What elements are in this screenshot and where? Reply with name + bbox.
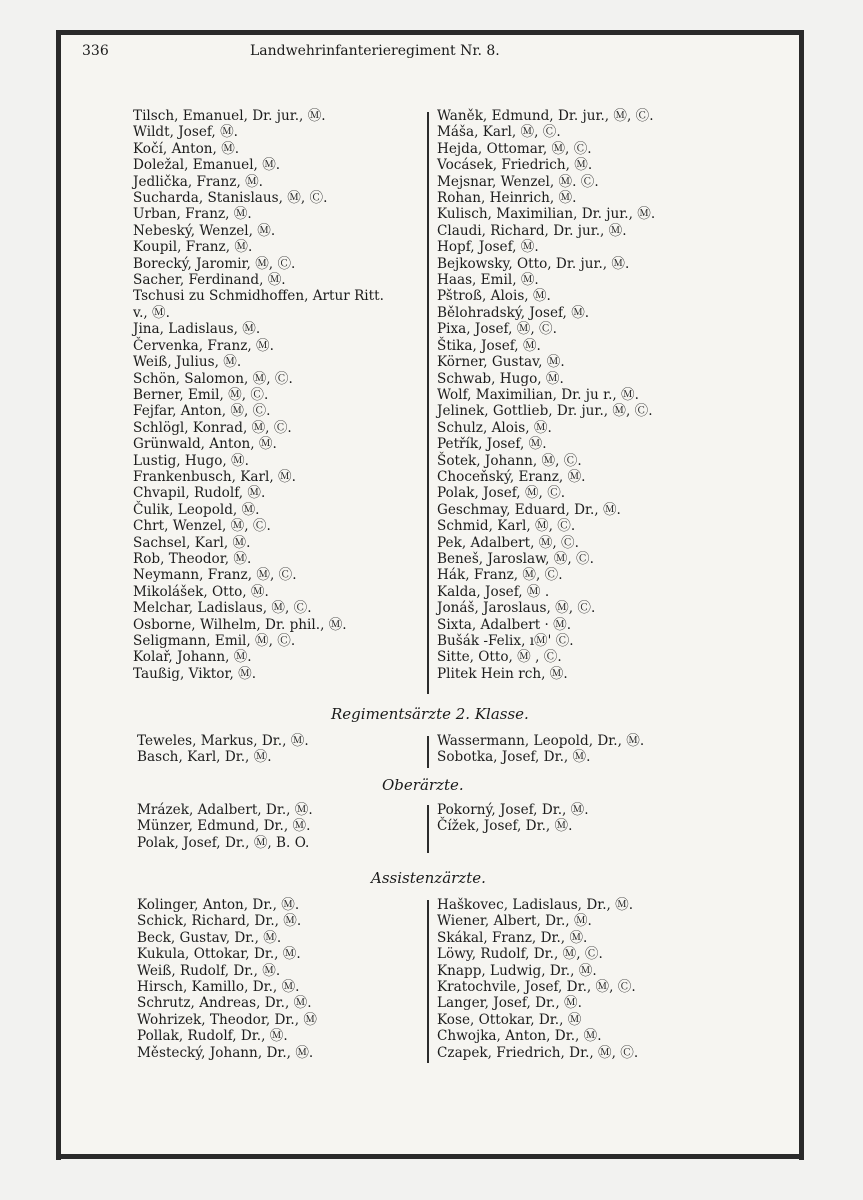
roster-entry: Frankenbusch, Karl, Ⓜ. xyxy=(133,468,296,485)
roster-entry: Jonáš, Jaroslaus, Ⓜ, Ⓒ. xyxy=(437,600,596,617)
roster-entry: Kolinger, Anton, Dr., Ⓜ. xyxy=(137,897,300,913)
roster-entry: Čížek, Josef, Dr., Ⓜ. xyxy=(437,818,573,835)
roster-entry: Kulisch, Maximilian, Dr. jur., Ⓜ. xyxy=(437,206,656,223)
roster-entry: Sixta, Adalbert · Ⓜ. xyxy=(437,616,572,633)
roster-entry: Schön, Salomon, Ⓜ, Ⓒ. xyxy=(133,370,293,387)
roster-entry: Tschusi zu Schmidhoffen, Artur Ritt. xyxy=(133,288,384,305)
roster-entry: Grünwald, Anton, Ⓜ. xyxy=(133,436,277,453)
roster-entry: Polak, Josef, Ⓜ, Ⓒ. xyxy=(437,485,566,502)
roster-entry: Haas, Emil, Ⓜ. xyxy=(437,272,539,289)
roster-entry: Mejsnar, Wenzel, Ⓜ. Ⓒ. xyxy=(437,173,599,190)
roster-entry: Jelinek, Gottlieb, Dr. jur., Ⓜ, Ⓒ. xyxy=(437,403,653,420)
roster-entry: Koupil, Franz, Ⓜ. xyxy=(133,239,253,256)
roster-entry: Mikolášek, Otto, Ⓜ. xyxy=(133,583,269,600)
roster-entry: Wolf, Maximilian, Dr. ju r., Ⓜ. xyxy=(437,386,639,403)
roster-entry: Vocásek, Friedrich, Ⓜ. xyxy=(437,157,593,174)
roster-entry: Lustig, Hugo, Ⓜ. xyxy=(133,452,249,469)
roster-entry: Tilsch, Emanuel, Dr. jur., Ⓜ. xyxy=(133,108,326,124)
oberaerzte-divider xyxy=(427,805,429,853)
oberaerzte-right-column xyxy=(437,802,589,835)
section-heading-oberaerzte: Oberärzte. xyxy=(382,776,464,794)
roster-entry: Beneš, Jaroslaw, Ⓜ, Ⓒ. xyxy=(437,550,594,567)
page-number: 336 xyxy=(82,43,109,59)
roster-entry: Osborne, Wilhelm, Dr. phil., Ⓜ. xyxy=(133,616,347,633)
roster-entry: Plitek Hein rch, Ⓜ. xyxy=(437,665,568,682)
roster-entry: Mrázek, Adalbert, Dr., Ⓜ. xyxy=(137,802,313,818)
roster-entry: Kratochvile, Josef, Dr., Ⓜ, Ⓒ. xyxy=(437,979,636,996)
roster-entry: Bušák -Felix, ıⓂ' Ⓒ. xyxy=(437,633,574,649)
roster-entry: Máša, Karl, Ⓜ, Ⓒ. xyxy=(437,124,561,141)
roster-entry: Berner, Emil, Ⓜ, Ⓒ. xyxy=(133,386,269,403)
roster-entry: Geschmay, Eduard, Dr., Ⓜ. xyxy=(437,501,621,518)
roster-entry: Rohan, Heinrich, Ⓜ. xyxy=(437,190,577,207)
roster-entry: Hopf, Josef, Ⓜ. xyxy=(437,239,539,256)
roster-entry: Doležal, Emanuel, Ⓜ. xyxy=(133,157,281,174)
roster-entry: Bělohradský, Josef, Ⓜ. xyxy=(437,304,590,321)
roster-entry: Chvapil, Rudolf, Ⓜ. xyxy=(133,485,266,502)
assistenzaerzte-right-column xyxy=(437,897,638,1061)
roster-entry: Choceňský, Eranz, Ⓜ. xyxy=(437,468,586,485)
roster-entry: Schrutz, Andreas, Dr., Ⓜ. xyxy=(137,995,312,1012)
roster-entry: Löwy, Rudolf, Dr., Ⓜ, Ⓒ. xyxy=(437,946,603,963)
main-column-divider xyxy=(427,112,429,694)
roster-entry: Waněk, Edmund, Dr. jur., Ⓜ, Ⓒ. xyxy=(437,108,654,124)
roster-entry: v., Ⓜ. xyxy=(133,304,170,321)
roster-entry: Beck, Gustav, Dr., Ⓜ. xyxy=(137,929,282,946)
main-list-left-column xyxy=(133,108,384,682)
roster-entry: Kukula, Ottokar, Dr., Ⓜ. xyxy=(137,946,301,963)
roster-entry: Kalda, Josef, Ⓜ . xyxy=(437,583,550,600)
roster-entry: Melchar, Ladislaus, Ⓜ, Ⓒ. xyxy=(133,600,312,617)
assistenzaerzte-divider xyxy=(427,900,429,1063)
roster-entry: Seligmann, Emil, Ⓜ, Ⓒ. xyxy=(133,633,296,649)
roster-entry: Hák, Franz, Ⓜ, Ⓒ. xyxy=(437,567,563,584)
oberaerzte-left-column xyxy=(137,802,313,851)
page-border-right xyxy=(799,30,804,1160)
running-head: Landwehrinfanterieregiment Nr. 8. xyxy=(250,43,500,59)
roster-entry: Štika, Josef, Ⓜ. xyxy=(437,337,541,354)
roster-entry: Claudi, Richard, Dr. jur., Ⓜ. xyxy=(437,222,627,239)
roster-entry: Sobotka, Josef, Dr., Ⓜ. xyxy=(437,749,591,766)
roster-entry: Schmid, Karl, Ⓜ, Ⓒ. xyxy=(437,518,576,535)
roster-entry: Urban, Franz, Ⓜ. xyxy=(133,206,252,223)
roster-entry: Pixa, Josef, Ⓜ, Ⓒ. xyxy=(437,321,557,338)
main-list-right-column xyxy=(437,108,655,682)
roster-entry: Chrt, Wenzel, Ⓜ, Ⓒ. xyxy=(133,518,271,535)
assistenzaerzte-left-column xyxy=(137,897,317,1061)
roster-entry: Nebeský, Wenzel, Ⓜ. xyxy=(133,222,276,239)
roster-entry: Kolař, Johann, Ⓜ. xyxy=(133,649,252,666)
roster-entry: Sachsel, Karl, Ⓜ. xyxy=(133,534,251,551)
roster-entry: Weiß, Julius, Ⓜ. xyxy=(133,354,242,371)
roster-entry: Petřík, Josef, Ⓜ. xyxy=(437,436,547,453)
roster-entry: Městecký, Johann, Dr., Ⓜ. xyxy=(137,1044,314,1061)
roster-entry: Pokorný, Josef, Dr., Ⓜ. xyxy=(437,802,589,818)
roster-entry: Teweles, Markus, Dr., Ⓜ. xyxy=(137,733,309,749)
roster-entry: Čulik, Leopold, Ⓜ. xyxy=(133,501,260,518)
roster-entry: Wildt, Josef, Ⓜ. xyxy=(133,124,238,141)
roster-entry: Pštroß, Alois, Ⓜ. xyxy=(437,288,551,305)
roster-entry: Sitte, Otto, Ⓜ , Ⓒ. xyxy=(437,649,562,666)
roster-entry: Wiener, Albert, Dr., Ⓜ. xyxy=(437,913,592,930)
roster-entry: Šotek, Johann, Ⓜ, Ⓒ. xyxy=(437,452,582,469)
roster-entry: Wassermann, Leopold, Dr., Ⓜ. xyxy=(437,733,645,749)
roster-entry: Borecký, Jaromir, Ⓜ, Ⓒ. xyxy=(133,255,296,272)
roster-entry: Basch, Karl, Dr., Ⓜ. xyxy=(137,749,272,766)
roster-entry: Taußig, Viktor, Ⓜ. xyxy=(133,665,257,682)
roster-entry: Polak, Josef, Dr., Ⓜ, B. O. xyxy=(137,834,310,851)
roster-entry: Knapp, Ludwig, Dr., Ⓜ. xyxy=(437,962,597,979)
roster-entry: Sacher, Ferdinand, Ⓜ. xyxy=(133,272,286,289)
roster-entry: Langer, Josef, Dr., Ⓜ. xyxy=(437,995,582,1012)
roster-entry: Pollak, Rudolf, Dr., Ⓜ. xyxy=(137,1028,288,1045)
roster-entry: Kočí, Anton, Ⓜ. xyxy=(133,140,240,157)
roster-entry: Schlögl, Konrad, Ⓜ, Ⓒ. xyxy=(133,419,292,436)
roster-entry: Skákal, Franz, Dr., Ⓜ. xyxy=(437,929,588,946)
roster-entry: Schick, Richard, Dr., Ⓜ. xyxy=(137,913,302,930)
roster-entry: Fejfar, Anton, Ⓜ, Ⓒ. xyxy=(133,403,271,420)
roster-entry: Münzer, Edmund, Dr., Ⓜ. xyxy=(137,818,311,835)
roster-entry: Sucharda, Stanislaus, Ⓜ, Ⓒ. xyxy=(133,190,328,207)
roster-entry: Rob, Theodor, Ⓜ. xyxy=(133,550,252,567)
roster-entry: Chwojka, Anton, Dr., Ⓜ. xyxy=(437,1028,602,1045)
roster-entry: Hejda, Ottomar, Ⓜ, Ⓒ. xyxy=(437,140,592,157)
roster-entry: Hirsch, Kamillo, Dr., Ⓜ. xyxy=(137,979,300,996)
regimentsaerzte-divider xyxy=(427,736,429,768)
regimentsaerzte-right-column xyxy=(437,733,644,766)
section-heading-regimentsaerzte: Regimentsärzte 2. Klasse. xyxy=(331,705,529,723)
roster-entry: Kose, Ottokar, Dr., Ⓜ xyxy=(437,1011,582,1028)
roster-entry: Körner, Gustav, Ⓜ. xyxy=(437,354,565,371)
roster-entry: Schulz, Alois, Ⓜ. xyxy=(437,419,552,436)
roster-entry: Neymann, Franz, Ⓜ, Ⓒ. xyxy=(133,567,297,584)
roster-entry: Wohrizek, Theodor, Dr., Ⓜ xyxy=(137,1011,317,1028)
roster-entry: Haškovec, Ladislaus, Dr., Ⓜ. xyxy=(437,897,634,913)
roster-entry: Jina, Ladislaus, Ⓜ. xyxy=(133,321,261,338)
roster-entry: Bejkowsky, Otto, Dr. jur., Ⓜ. xyxy=(437,255,630,272)
roster-entry: Jedlička, Franz, Ⓜ. xyxy=(133,173,263,190)
roster-entry: Weiß, Rudolf, Dr., Ⓜ. xyxy=(137,962,281,979)
regimentsaerzte-left-column xyxy=(137,733,309,766)
section-heading-assistenzaerzte: Assistenzärzte. xyxy=(371,869,486,887)
roster-entry: Czapek, Friedrich, Dr., Ⓜ, Ⓒ. xyxy=(437,1044,639,1061)
roster-entry: Schwab, Hugo, Ⓜ. xyxy=(437,370,564,387)
roster-entry: Pek, Adalbert, Ⓜ, Ⓒ. xyxy=(437,534,579,551)
page-border-bottom xyxy=(56,1154,804,1159)
roster-entry: Červenka, Franz, Ⓜ. xyxy=(133,337,274,354)
